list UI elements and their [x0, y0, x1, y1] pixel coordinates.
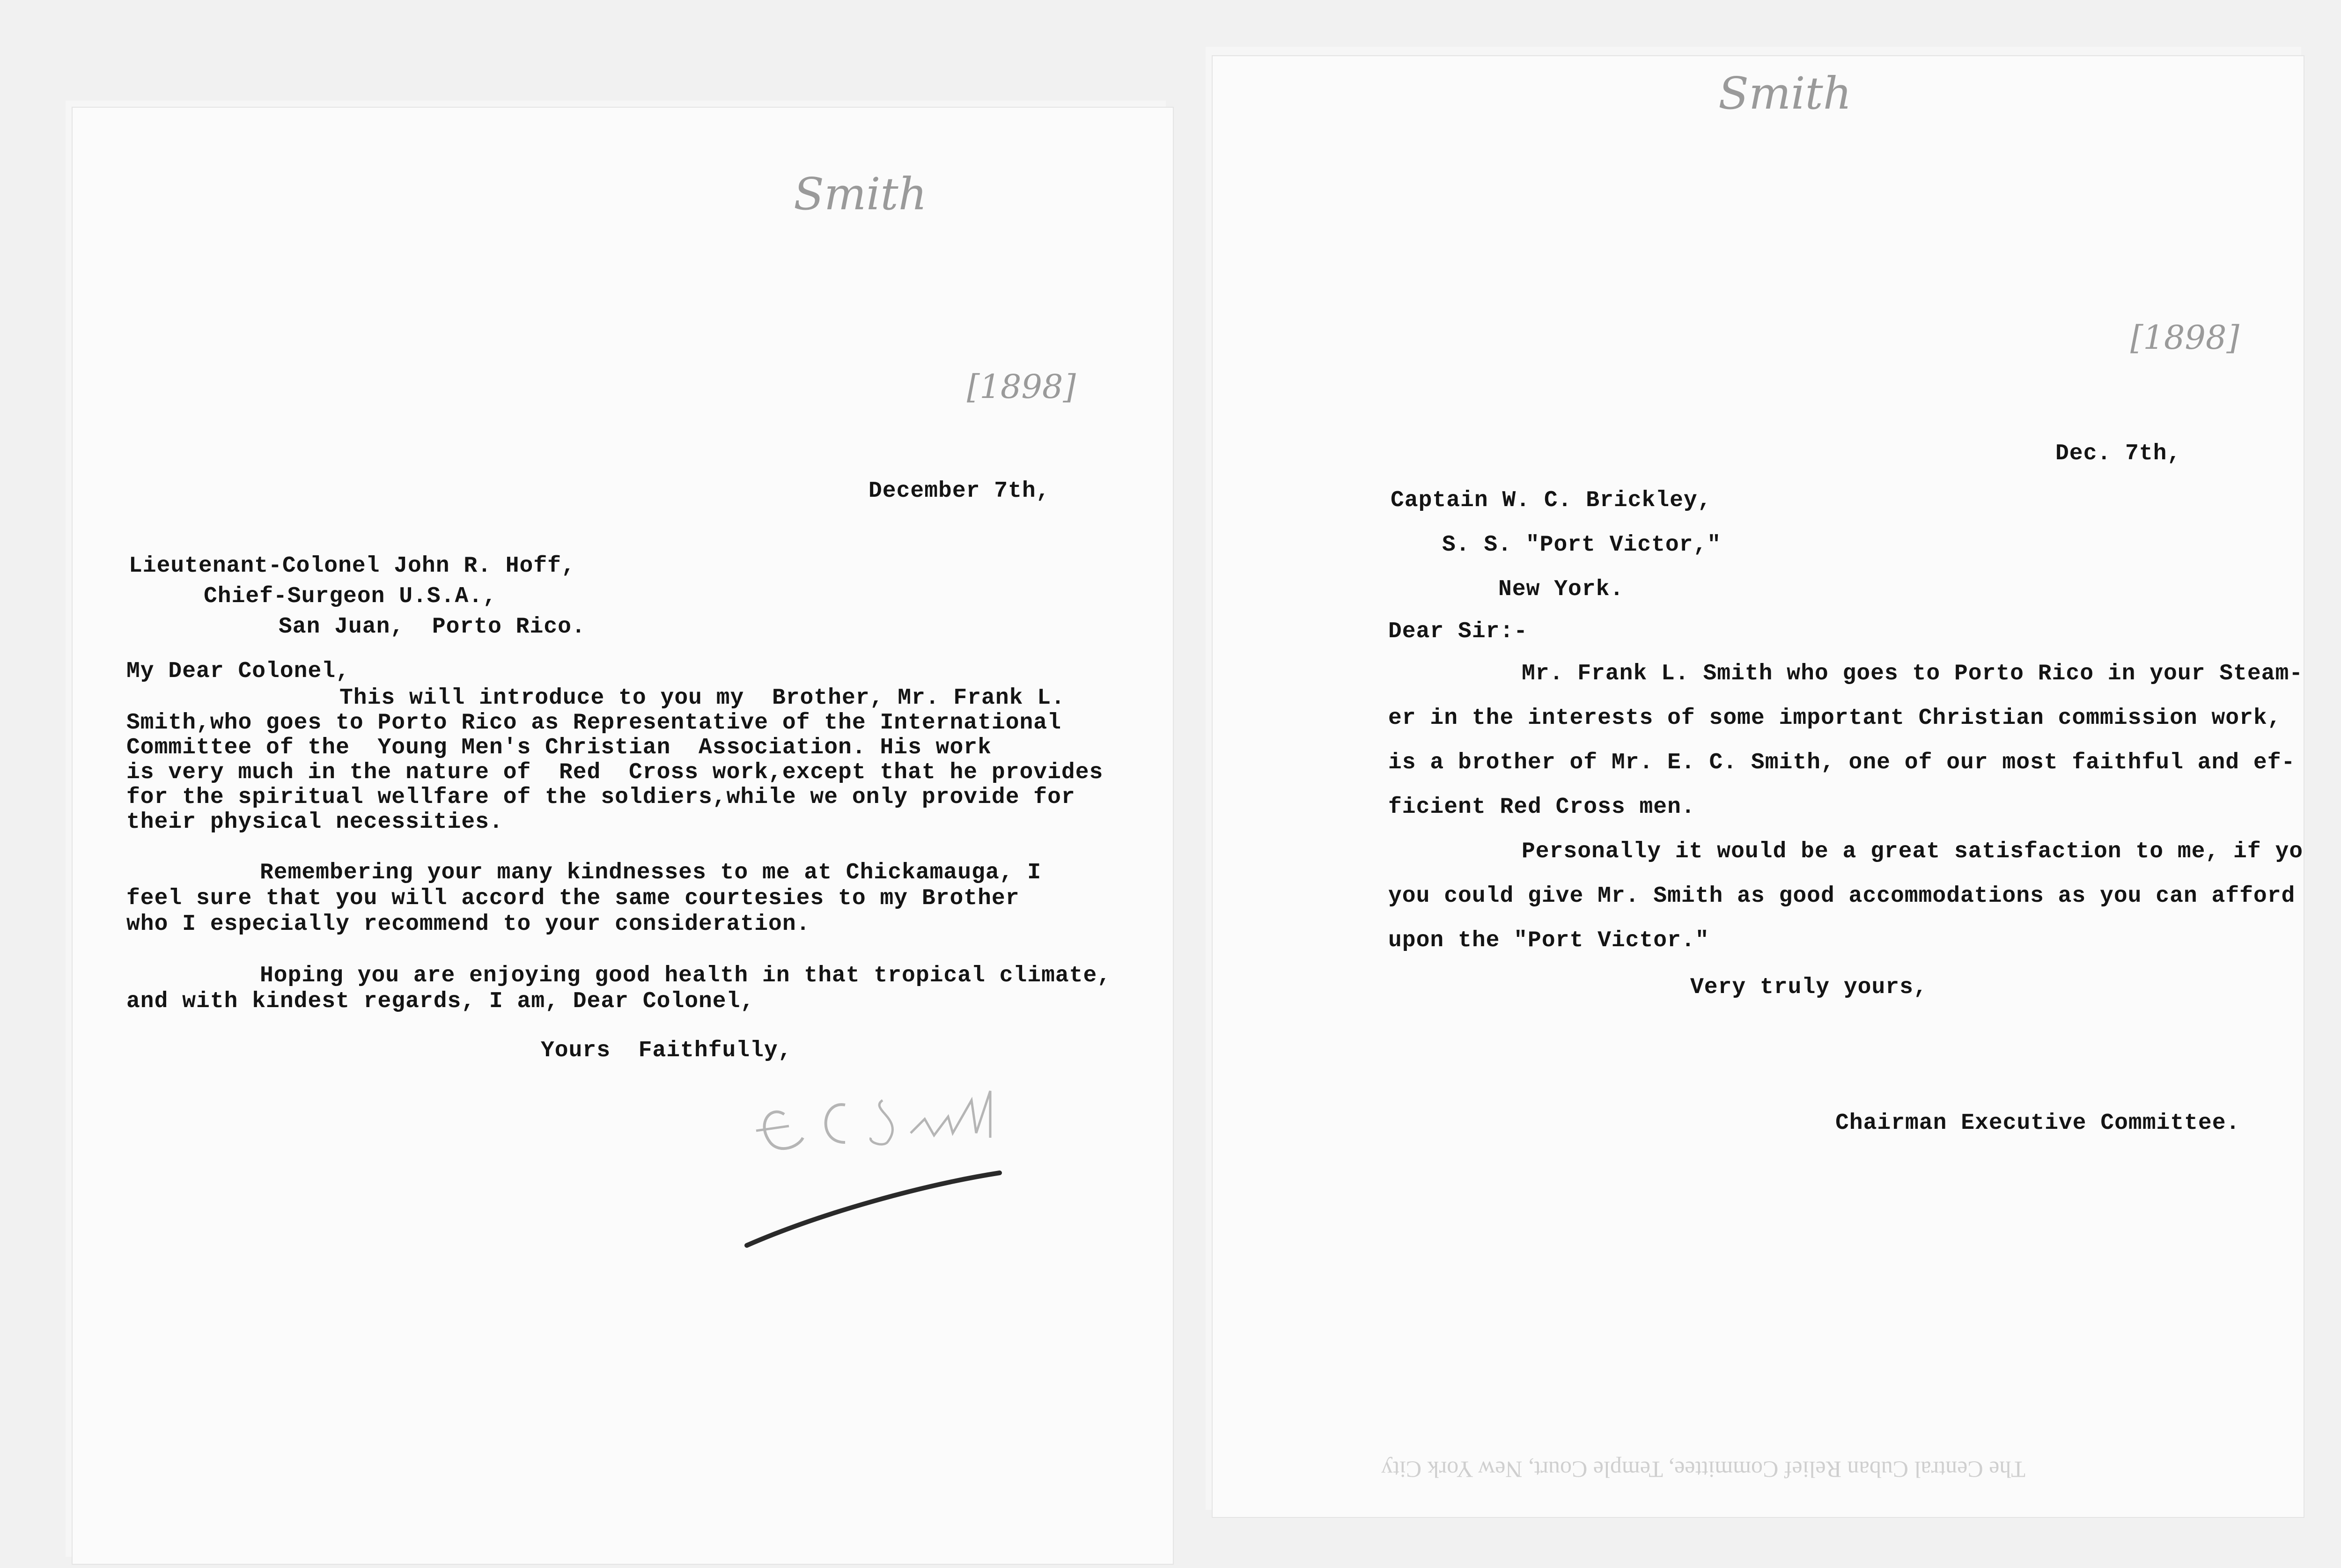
body-paragraph-1-line-3: Committee of the Young Men's Christian Association. His work [126, 735, 992, 760]
addressee-line-2: S. S. "Port Victor," [1442, 532, 1722, 558]
left-letter-page [73, 108, 1173, 1564]
pencil-year-annotation: [1898] [2130, 318, 2239, 357]
body-paragraph-1-line-3: is a brother of Mr. E. C. Smith, one of our most faithful and ef- [1388, 750, 2296, 775]
salutation: Dear Sir:- [1388, 619, 1528, 644]
body-paragraph-1-line-2: er in the interests of some important Christian commission work, [1388, 706, 2282, 731]
salutation: My Dear Colonel, [126, 659, 350, 684]
body-paragraph-1-line-4: is very much in the nature of Red Cross work,except that he provides [126, 760, 1104, 785]
body-paragraph-1-line-5: for the spiritual wellfare of the soldiers,while we only provide for [126, 785, 1075, 810]
body-paragraph-2-line-3: upon the "Port Victor." [1388, 928, 1709, 953]
addressee-line-1: Lieutenant-Colonel John R. Hoff, [129, 553, 575, 579]
body-paragraph-2-line-2: you could give Mr. Smith as good accommodations as you can afford [1388, 883, 2296, 909]
letter-date: Dec. 7th, [2055, 441, 2181, 466]
body-paragraph-1-line-1: Mr. Frank L. Smith who goes to Porto Rico in your Steam- [1522, 661, 2304, 686]
body-paragraph-2-line-1: Personally it would be a great satisfaction to me, if yo [1522, 839, 2304, 864]
letter-date: December 7th, [869, 478, 1050, 504]
pencil-name-annotation: Smith [794, 169, 927, 220]
body-paragraph-3-line-2: and with kindest regards, I am, Dear Colonel, [126, 989, 755, 1014]
body-paragraph-3-line-1: Hoping you are enjoying good health in that tropical climate, [260, 963, 1112, 988]
closing: Yours Faithfully, [541, 1038, 792, 1063]
right-letter-page [1213, 56, 2304, 1517]
body-paragraph-1-line-2: Smith,who goes to Porto Rico as Representative of the International [126, 710, 1061, 736]
body-paragraph-1-line-6: their physical necessities. [126, 810, 503, 835]
body-paragraph-1-line-4: ficient Red Cross men. [1388, 795, 1695, 820]
signoff-title: Chairman Executive Committee. [1835, 1111, 2240, 1136]
letterhead-watermark: The Central Cuban Relief Committee, Temple Court, New York City [1381, 1457, 2025, 1483]
body-paragraph-1-line-1: This will introduce to you my Brother, Mr. Frank L. [339, 685, 1065, 711]
closing: Very truly yours, [1690, 975, 1928, 1000]
handwritten-signature [728, 1072, 1065, 1250]
addressee-line-1: Captain W. C. Brickley, [1391, 488, 1712, 513]
pencil-year-annotation: [1898] [967, 368, 1076, 406]
body-paragraph-2-line-3: who I especially recommend to your consideration. [126, 912, 810, 937]
pencil-name-annotation: Smith [1718, 68, 1852, 119]
addressee-line-2: Chief-Surgeon U.S.A., [204, 584, 497, 609]
body-paragraph-2-line-1: Remembering your many kindnesses to me at Chickamauga, I [260, 860, 1042, 885]
addressee-line-3: New York. [1498, 577, 1624, 602]
addressee-line-3: San Juan, Porto Rico. [279, 614, 586, 640]
body-paragraph-2-line-2: feel sure that you will accord the same courtesies to my Brother [126, 886, 1020, 911]
